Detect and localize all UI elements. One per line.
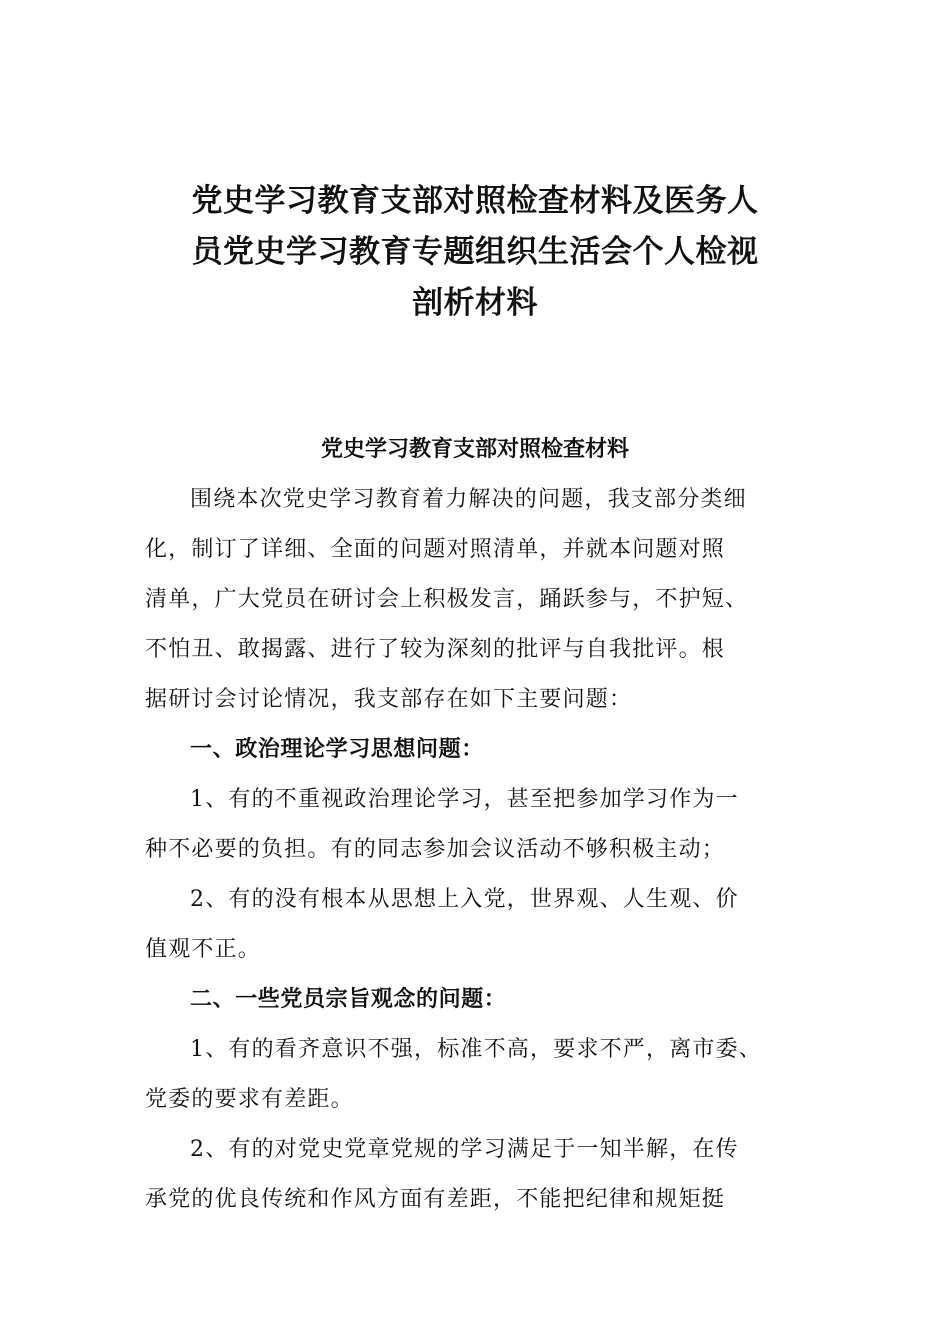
body-line: 据研讨会讨论情况，我支部存在如下主要问题： — [145, 687, 633, 712]
list-item-line: 1、有的不重视政治理论学习，甚至把参加学习作为一 — [190, 787, 739, 812]
list-item-line: 种不必要的负担。有的同志参加会议活动不够积极主动； — [145, 837, 726, 862]
document-title — [145, 176, 805, 329]
section-heading: 二、一些党员宗旨观念的问题： — [190, 987, 507, 1012]
body-line: 不怕丑、敢揭露、进行了较为深刻的批评与自我批评。根 — [145, 637, 726, 662]
list-item-line: 党委的要求有差距。 — [145, 1087, 354, 1112]
list-item-line: 1、有的看齐意识不强，标准不高，要求不严，离市委、 — [190, 1037, 762, 1062]
list-item-line: 值观不正。 — [145, 937, 262, 962]
list-item-line: 2、有的对党史党章党规的学习满足于一知半解，在传 — [190, 1137, 739, 1162]
list-item-line: 承党的优良传统和作风方面有差距，不能把纪律和规矩挺 — [145, 1187, 726, 1212]
title-line-1: 党史学习教育支部对照检查材料及医务人 — [191, 183, 759, 219]
body-line: 清单，广大党员在研讨会上积极发言，踊跃参与，不护短、 — [145, 587, 749, 612]
title-line-2: 员党史学习教育专题组织生活会个人检视 — [191, 234, 759, 270]
body-line: 围绕本次党史学习教育着力解决的问题，我支部分类细 — [190, 487, 747, 512]
section-heading: 一、政治理论学习思想问题： — [190, 737, 484, 762]
section-title: 党史学习教育支部对照检查材料 — [320, 437, 629, 462]
title-line-3: 剖析材料 — [412, 285, 538, 321]
list-item-line: 2、有的没有根本从思想上入党，世界观、人生观、价 — [190, 887, 739, 912]
body-line: 化，制订了详细、全面的问题对照清单，并就本问题对照 — [145, 537, 726, 562]
